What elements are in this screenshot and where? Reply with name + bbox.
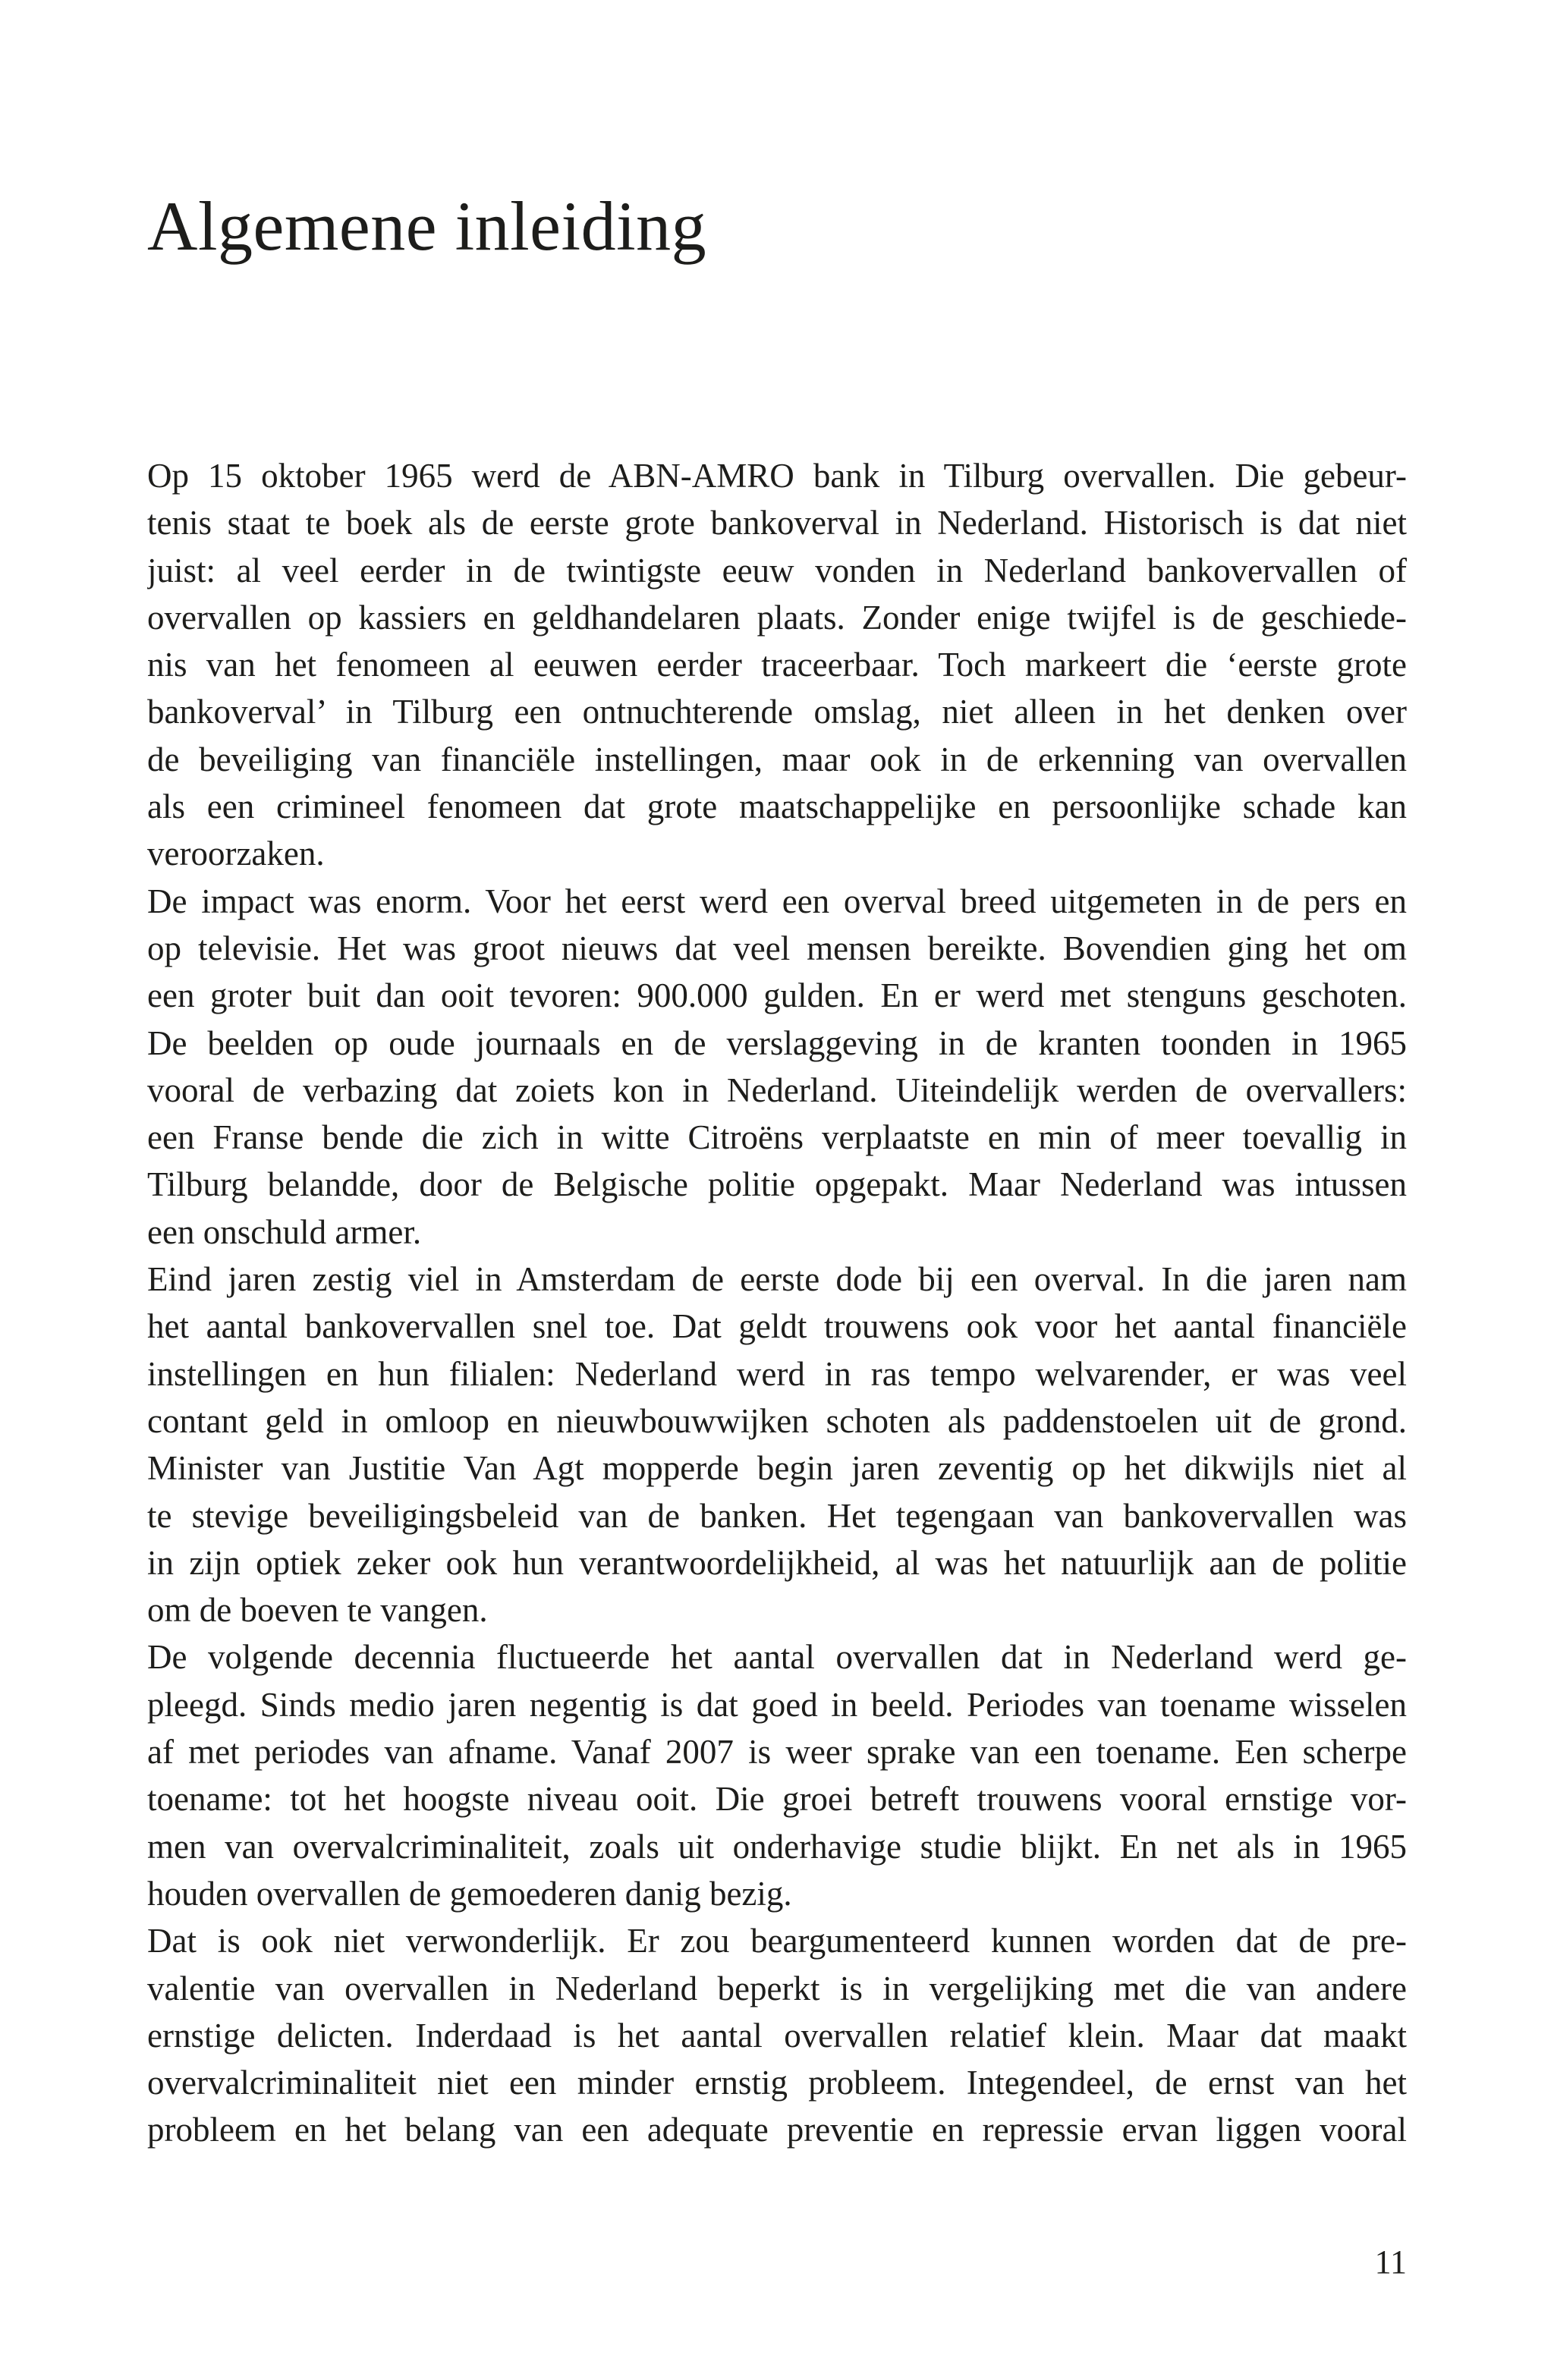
text-line: valentie van overvallen in Nederland beperkt is in vergelijking met die van andere [147, 1969, 1407, 2007]
text-line: een Franse bende die zich in witte Citroëns verplaatste en min of meer toevallig in [147, 1118, 1407, 1157]
chapter-title: Algemene inleiding [147, 187, 707, 265]
text-line: in zijn optiek zeker ook hun verantwoordelijkheid, al was het natuurlijk aan de politie [147, 1543, 1407, 1582]
text-line: probleem en het belang van een adequate preventie en repressie ervan liggen vooral [147, 2111, 1407, 2149]
text-line: de beveiliging van financiële instellingen, maar ook in de erkenning van overvallen [147, 740, 1407, 778]
text-line: men van overvalcriminaliteit, zoals uit onderhavige studie blijkt. En net als in 1965 [147, 1827, 1407, 1866]
text-line: contant geld in omloop en nieuwbouwwijken schoten als paddenstoelen uit de grond. [147, 1401, 1407, 1440]
text-line: als een crimineel fenomeen dat grote maatschappelijke en persoonlijke schade kan [147, 788, 1407, 826]
text-line: het aantal bankovervallen snel toe. Dat geldt trouwens ook voor het aantal financiële [147, 1307, 1407, 1346]
text-line: om de boeven te vangen. [147, 1591, 488, 1630]
text-line: een groter buit dan ooit tevoren: 900.000 gulden. En er werd met stenguns geschoten. [147, 976, 1407, 1015]
text-line: overvalcriminaliteit niet een minder ernstig probleem. Integendeel, de ernst van het [147, 2064, 1407, 2102]
text-line: te stevige beveiligingsbeleid van de banken. Het tegengaan van bankovervallen was [147, 1496, 1407, 1535]
text-line: toename: tot het hoogste niveau ooit. Die groei betreft trouwens vooral ernstige vor- [147, 1780, 1407, 1819]
text-line: houden overvallen de gemoederen danig bezig. [147, 1874, 792, 1913]
text-line: tenis staat te boek als de eerste grote bankoverval in Nederland. Historisch is dat niet [147, 504, 1407, 542]
text-line: op televisie. Het was groot nieuws dat veel mensen bereikte. Bovendien ging het om [147, 929, 1407, 967]
text-line: Eind jaren zestig viel in Amsterdam de eerste dode bij een overval. In die jaren nam [147, 1260, 1407, 1299]
text-line: af met periodes van afname. Vanaf 2007 is weer sprake van een toename. Een scherpe [147, 1733, 1407, 1772]
text-line: nis van het fenomeen al eeuwen eerder traceerbaar. Toch markeert die ‘eerste grote [147, 646, 1407, 684]
text-line: Minister van Justitie Van Agt mopperde begin jaren zeventig op het dikwijls niet al [147, 1449, 1407, 1488]
text-line: Op 15 oktober 1965 werd de ABN-AMRO bank in Tilburg overvallen. Die gebeur- [147, 457, 1407, 495]
text-line: pleegd. Sinds medio jaren negentig is dat goed in beeld. Periodes van toename wisselen [147, 1685, 1407, 1724]
text-line: De volgende decennia fluctueerde het aantal overvallen dat in Nederland werd ge- [147, 1638, 1407, 1677]
text-line: instellingen en hun filialen: Nederland werd in ras tempo welvarender, er was veel [147, 1354, 1407, 1393]
text-line: ernstige delicten. Inderdaad is het aantal overvallen relatief klein. Maar dat maakt [147, 2016, 1407, 2055]
text-line: bankoverval’ in Tilburg een ontnuchterende omslag, niet alleen in het denken over [147, 693, 1407, 731]
text-line: De impact was enorm. Voor het eerst werd een overval breed uitgemeten in de pers en [147, 882, 1407, 920]
page-number: 11 [1374, 2243, 1407, 2281]
text-line: vooral de verbazing dat zoiets kon in Nederland. Uiteindelijk werden de overvallers: [147, 1071, 1407, 1109]
text-line: Dat is ook niet verwonderlijk. Er zou beargumenteerd kunnen worden dat de pre- [147, 1922, 1407, 1960]
text-line: overvallen op kassiers en geldhandelaren plaats. Zonder enige twijfel is de geschiede- [147, 598, 1407, 637]
text-line: Tilburg belandde, door de Belgische politie opgepakt. Maar Nederland was intussen [147, 1165, 1407, 1204]
text-line: een onschuld armer. [147, 1212, 422, 1251]
text-line: veroorzaken. [147, 835, 325, 873]
text-line: De beelden op oude journaals en de verslaggeving in de kranten toonden in 1965 [147, 1023, 1407, 1062]
body-text [147, 452, 1407, 2154]
text-line: juist: al veel eerder in de twintigste eeuw vonden in Nederland bankovervallen of [147, 551, 1407, 589]
